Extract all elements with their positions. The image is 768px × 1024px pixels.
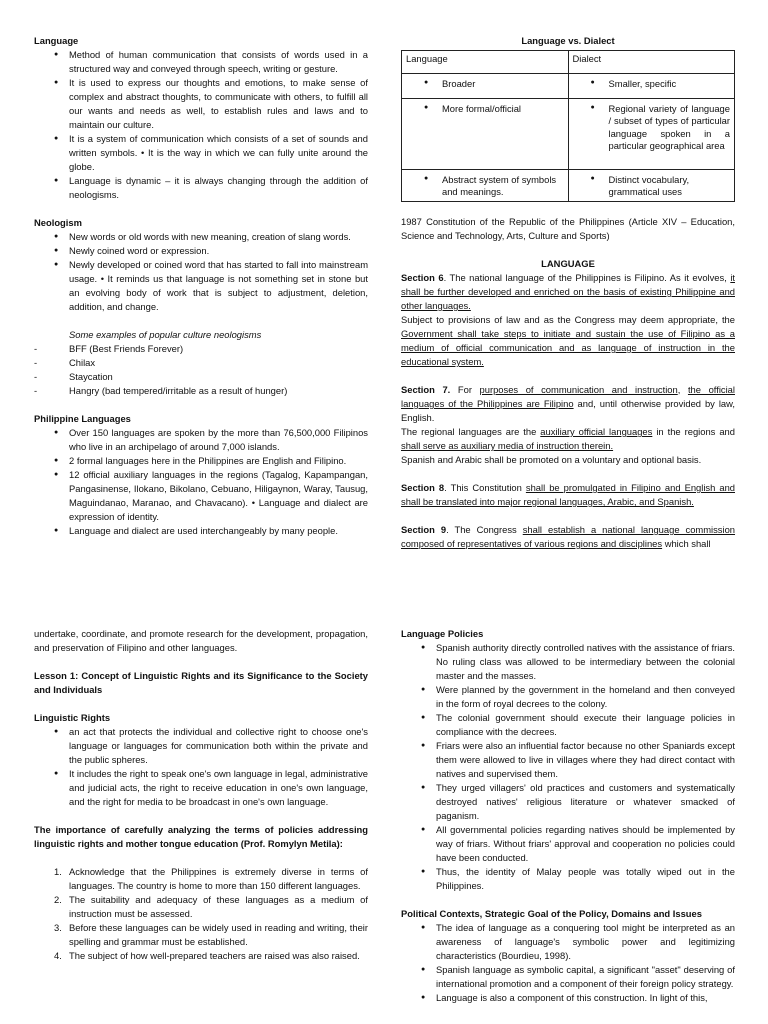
table-cell: ● More formal/official <box>402 99 569 170</box>
table-header-row <box>402 51 735 74</box>
left-bottom-column <box>34 627 368 963</box>
section-7-regional: The regional languages are the auxiliary official languages in the regions and shall serve as auxiliary media of instruction therein. <box>401 426 735 451</box>
table-cell: ● Broader <box>402 74 569 99</box>
importance-list <box>34 865 368 963</box>
list-item: 3. Before these languages can be widely used in reading and writing, their spelling and grammar must be established. <box>54 922 368 947</box>
list-item: ● Over 150 languages are spoken by the more than 76,500,000 Filipinos who live in an archipelago of around 7,000 islands. <box>34 426 368 454</box>
importance-heading: The importance of carefully analyzing the terms of policies addressing linguistic rights and mother tongue education (Prof. Romylyn Metila): <box>34 824 368 849</box>
list-item: ● New words or old words with new meaning, creation of slang words. <box>34 230 368 244</box>
list-item: ● Language is dynamic – it is always changing through the addition of neologisms. <box>34 174 368 202</box>
constitution-intro: 1987 Constitution of the Republic of the Philippines (Article XIV – Education, Science and Technology, Arts, Culture and Sports) <box>401 216 735 241</box>
right-bottom-column <box>401 627 735 1005</box>
neologism-heading: Neologism <box>34 217 82 228</box>
list-item: - BFF (Best Friends Forever) <box>34 342 368 356</box>
list-item: ● Spanish authority directly controlled natives with the assistance of friars. No ruling class was allowed to be intermediary between the colonial master and the masses. <box>401 641 735 683</box>
language-list <box>34 48 368 202</box>
list-item: ● It is a system of communication which consists of a set of sounds and written symbols. • It is the way in which we can fully unite around the globe. <box>34 132 368 174</box>
language-policies-list <box>401 641 735 893</box>
list-item: ● Newly developed or coined word that has started to fall into mainstream usage. • It reminds us that language is not something set in stone but an evolving body of work that is subject to adjustment, deletion, addition, and change. <box>34 258 368 314</box>
table-title: Language vs. Dialect <box>521 35 615 46</box>
table-header-cell: Dialect <box>568 51 735 74</box>
table-cell: ● Regional variety of language / subset of types of particular language spoken in a particular geographical area <box>568 99 735 170</box>
section-label: Section 9 <box>401 524 447 535</box>
section-6-continued: Subject to provisions of law and as the Congress may deem appropriate, the Government shall take steps to initiate and sustain the use of Filipino as a medium of official communication and as language of instruction in the educational system. <box>401 314 735 367</box>
political-contexts-list <box>401 921 735 1005</box>
list-item: ● 2 formal languages here in the Philippines are English and Filipino. <box>34 454 368 468</box>
list-item: ● Language is also a component of this construction. In light of this, <box>401 991 735 1005</box>
list-item: ● Friars were also an influential factor because no other Spaniards except them were allowed to live in villages where they had direct contact with natives and supervised them. <box>401 739 735 781</box>
list-item: - Chilax <box>34 356 368 370</box>
language-heading: Language <box>34 35 79 46</box>
list-item: ● Were planned by the government in the homeland and then conveyed in the form of royal decrees to the colony. <box>401 683 735 711</box>
section-9: Section 9. The Congress shall establish a national language commission composed of representatives of various regions and disciplines which shall <box>401 524 736 549</box>
list-item: ● Language and dialect are used interchangeably by many people. <box>34 524 368 538</box>
examples-intro: Some examples of popular culture neologisms <box>69 329 262 340</box>
linguistic-rights-list <box>34 725 368 809</box>
table-row <box>402 99 735 170</box>
philippine-languages-heading: Philippine Languages <box>34 413 131 424</box>
language-section-title: LANGUAGE <box>541 258 595 269</box>
list-item: ● The idea of language as a conquering tool might be interpreted as an awareness of language's symbolic power and legitimizing characteristics (Bourdieu, 1998). <box>401 921 735 963</box>
list-item: ● Thus, the identity of Malay people was totally wiped out in the Philippines. <box>401 865 735 893</box>
list-item: ● They urged villagers' old practices and customers and systematically destroyed natives' religious literature or whatever smacked of paganism. <box>401 781 735 823</box>
table-cell: ● Smaller, specific <box>568 74 735 99</box>
linguistic-rights-heading: Linguistic Rights <box>34 712 111 723</box>
section-9-continuation: undertake, coordinate, and promote research for the development, propagation, and preservation of Filipino and other languages. <box>34 628 368 653</box>
section-label: Section 6 <box>401 272 444 283</box>
section-7: Section 7. For purposes of communication and instruction, the official languages of the Philippines are Filipino and, until otherwise provided by law, English. <box>401 384 735 423</box>
lesson-heading: Lesson 1: Concept of Linguistic Rights and its Significance to the Society and Individuals <box>34 670 368 695</box>
list-item: ● Newly coined word or expression. <box>34 244 368 258</box>
list-item: ● an act that protects the individual and collective right to choose one's language or languages for communication both within the private and the public spheres. <box>34 725 368 767</box>
examples-list <box>34 342 368 398</box>
list-item: ● 12 official auxiliary languages in the regions (Tagalog, Kapampangan, Pangasinense, Ilokano, Bikolano, Cebuano, Hiligaynon, Waray, Tausug, Maguindanao, Maranao, and Chavacano). • Language and dialect are expression of identity. <box>34 468 368 524</box>
philippine-languages-list <box>34 426 368 538</box>
section-8: Section 8. This Constitution shall be promulgated in Filipino and English and shall be translated into major regional languages, Arabic, and Spanish. <box>401 482 735 507</box>
section-6: Section 6. The national language of the Philippines is Filipino. As it evolves, it shall be further developed and enriched on the basis of existing Philippine and other languages. <box>401 272 735 311</box>
list-item: 1. Acknowledge that the Philippines is extremely diverse in terms of languages. The country is home to more than 150 different languages. <box>54 866 368 891</box>
list-item: - Staycation <box>34 370 368 384</box>
list-item: ● The colonial government should execute their language policies in compliance with the decrees. <box>401 711 735 739</box>
left-top-column <box>34 34 368 538</box>
neologism-list <box>34 230 368 314</box>
section-7-spanish-arabic: Spanish and Arabic shall be promoted on a voluntary and optional basis. <box>401 454 702 465</box>
list-item: ● All governmental policies regarding natives should be implemented by way of friars. Without friars' approval and cooperation no policies could have been conducted. <box>401 823 735 865</box>
section-label: Section 8 <box>401 482 445 493</box>
list-item: 2. The suitability and adequacy of these languages as a medium of instruction must be assessed. <box>54 894 368 919</box>
list-item: - Hangry (bad tempered/irritable as a result of hunger) <box>34 384 368 398</box>
table-row <box>402 170 735 202</box>
political-contexts-heading: Political Contexts, Strategic Goal of the Policy, Domains and Issues <box>401 908 702 919</box>
list-item: ● It includes the right to speak one's own language in legal, administrative and judicial acts, the right to receive education in one's own language, and the right for media to be broadcast in one's own language. <box>34 767 368 809</box>
table-header-cell: Language <box>402 51 569 74</box>
language-vs-dialect-table <box>401 50 735 202</box>
table-cell: ● Distinct vocabulary, grammatical uses <box>568 170 735 202</box>
list-item: ● Method of human communication that consists of words used in a structured way and conveyed through speech, writing or gesture. <box>34 48 368 76</box>
language-policies-heading: Language Policies <box>401 628 484 639</box>
table-row <box>402 74 735 99</box>
list-item: ● Spanish language as symbolic capital, a significant "asset" deserving of international promotion and a component of their foreign policy strategy. <box>401 963 735 991</box>
table-cell: ● Abstract system of symbols and meanings. <box>402 170 569 202</box>
list-item: 4. The subject of how well-prepared teachers are raised was also raised. <box>54 950 360 961</box>
section-label: Section 7. <box>401 384 451 395</box>
list-item: ● It is used to express our thoughts and emotions, to make sense of complex and abstract thoughts, to communicate with others, to fulfill all our wants and needs as well, to establish rules and laws and to maintain our culture. <box>34 76 368 132</box>
right-top-column <box>401 34 735 551</box>
